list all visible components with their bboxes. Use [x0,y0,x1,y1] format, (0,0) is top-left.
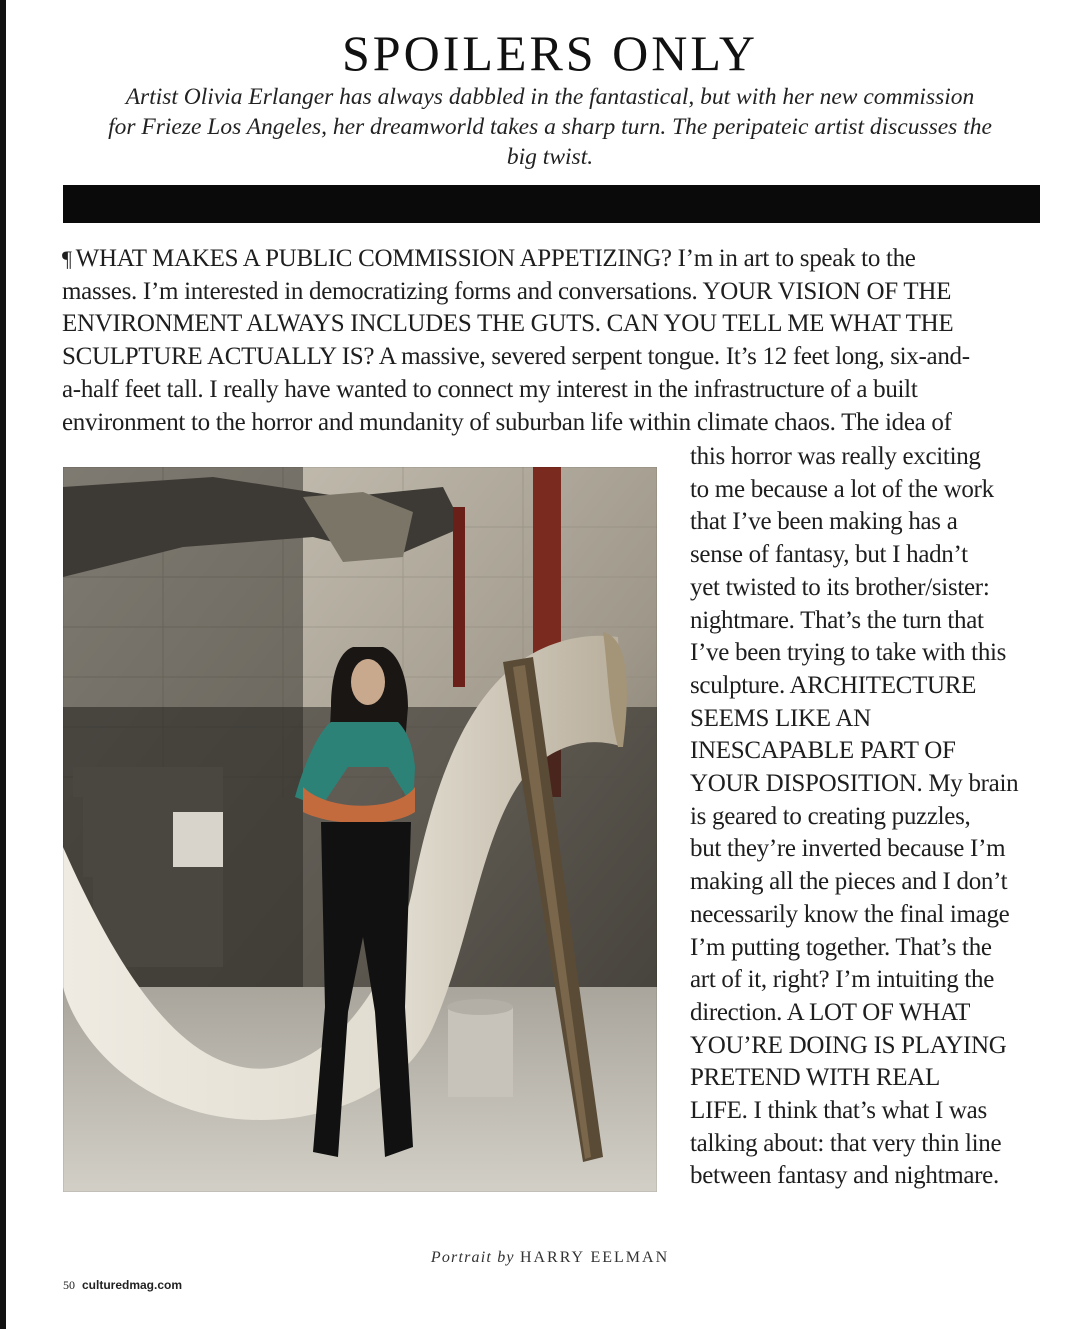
body-line [62,243,1042,276]
body-line: sculpture. ARCHITECTURE [690,671,977,699]
body-line: PRETEND WITH REAL [690,1064,940,1092]
body-line: environment to the horror and mundanity of suburban life within climate chaos. The idea of [62,408,952,436]
deck-line: for Frieze Los Angeles, her dreamworld takes a sharp turn. The peripateic artist discusses the [108,114,992,140]
body-line: I’ve been trying to take with this [690,639,1007,667]
body-line: that I’ve been making has a [690,508,958,536]
page-footer [63,1278,182,1293]
caption-photographer: HARRY EELMAN [519,1249,670,1266]
body-line: ENVIRONMENT ALWAYS INCLUDES THE GUTS. CAN YOU TELL ME WHAT THE [62,310,954,338]
body-line: sense of fantasy, but I hadn’t [690,541,968,569]
body-line: this horror was really exciting [690,443,981,470]
body-line: direction. A LOT OF WHAT [690,998,971,1026]
article-body-top [62,243,1042,439]
body-line: is geared to creating puzzles, [690,802,971,830]
body-line: necessarily know the final image [690,900,1010,928]
body-line-text: WHAT MAKES A PUBLIC COMMISSION APPETIZING? I’m in art to speak to the [75,245,916,272]
body-line: a-half feet tall. I really have wanted to connect my interest in the infrastructure of a built [62,375,918,403]
caption-prefix: Portrait by [430,1249,515,1266]
page-spine-edge [0,0,6,1329]
deck-line: big twist. [506,144,594,170]
page-number: 50 [63,1278,75,1292]
body-line: making all the pieces and I don’t [690,868,1008,896]
body-line: SEEMS LIKE AN [690,704,871,732]
pilcrow-icon: ¶ [62,246,72,271]
body-line: to me because a lot of the work [690,475,994,503]
body-line: nightmare. That’s the turn that [690,606,984,634]
body-line: yet twisted to its brother/sister: [690,573,990,601]
body-line: between fantasy and nightmare. [690,1162,999,1190]
body-line: art of it, right? I’m intuiting the [690,966,995,994]
photo-caption [0,1249,1080,1267]
body-line: but they’re inverted because I’m [690,835,1006,863]
body-line: LIFE. I think that’s what I was [690,1097,987,1125]
body-line: I’m putting together. That’s the [690,933,992,961]
section-divider-bar [63,185,1040,223]
deck-line: Artist Olivia Erlanger has always dabbled in the fantastical, but with her new commission [125,84,975,110]
body-line: INESCAPABLE PART OF [690,737,956,765]
body-line: YOU’RE DOING IS PLAYING [690,1031,1007,1059]
artist-portrait-photo [63,467,657,1192]
article-body-column [690,441,1030,1193]
body-line: YOUR DISPOSITION. My brain [690,770,1019,798]
site-url[interactable]: culturedmag.com [82,1278,183,1292]
body-line: talking about: that very thin line [690,1129,1002,1157]
body-line: SCULPTURE ACTUALLY IS? A massive, severed serpent tongue. It’s 12 feet long, six-and- [62,343,970,371]
article-title: SPOILERS ONLY [342,25,758,81]
body-line: masses. I’m interested in democratizing forms and conversations. YOUR VISION OF THE [62,277,952,305]
article-deck [100,82,1000,172]
